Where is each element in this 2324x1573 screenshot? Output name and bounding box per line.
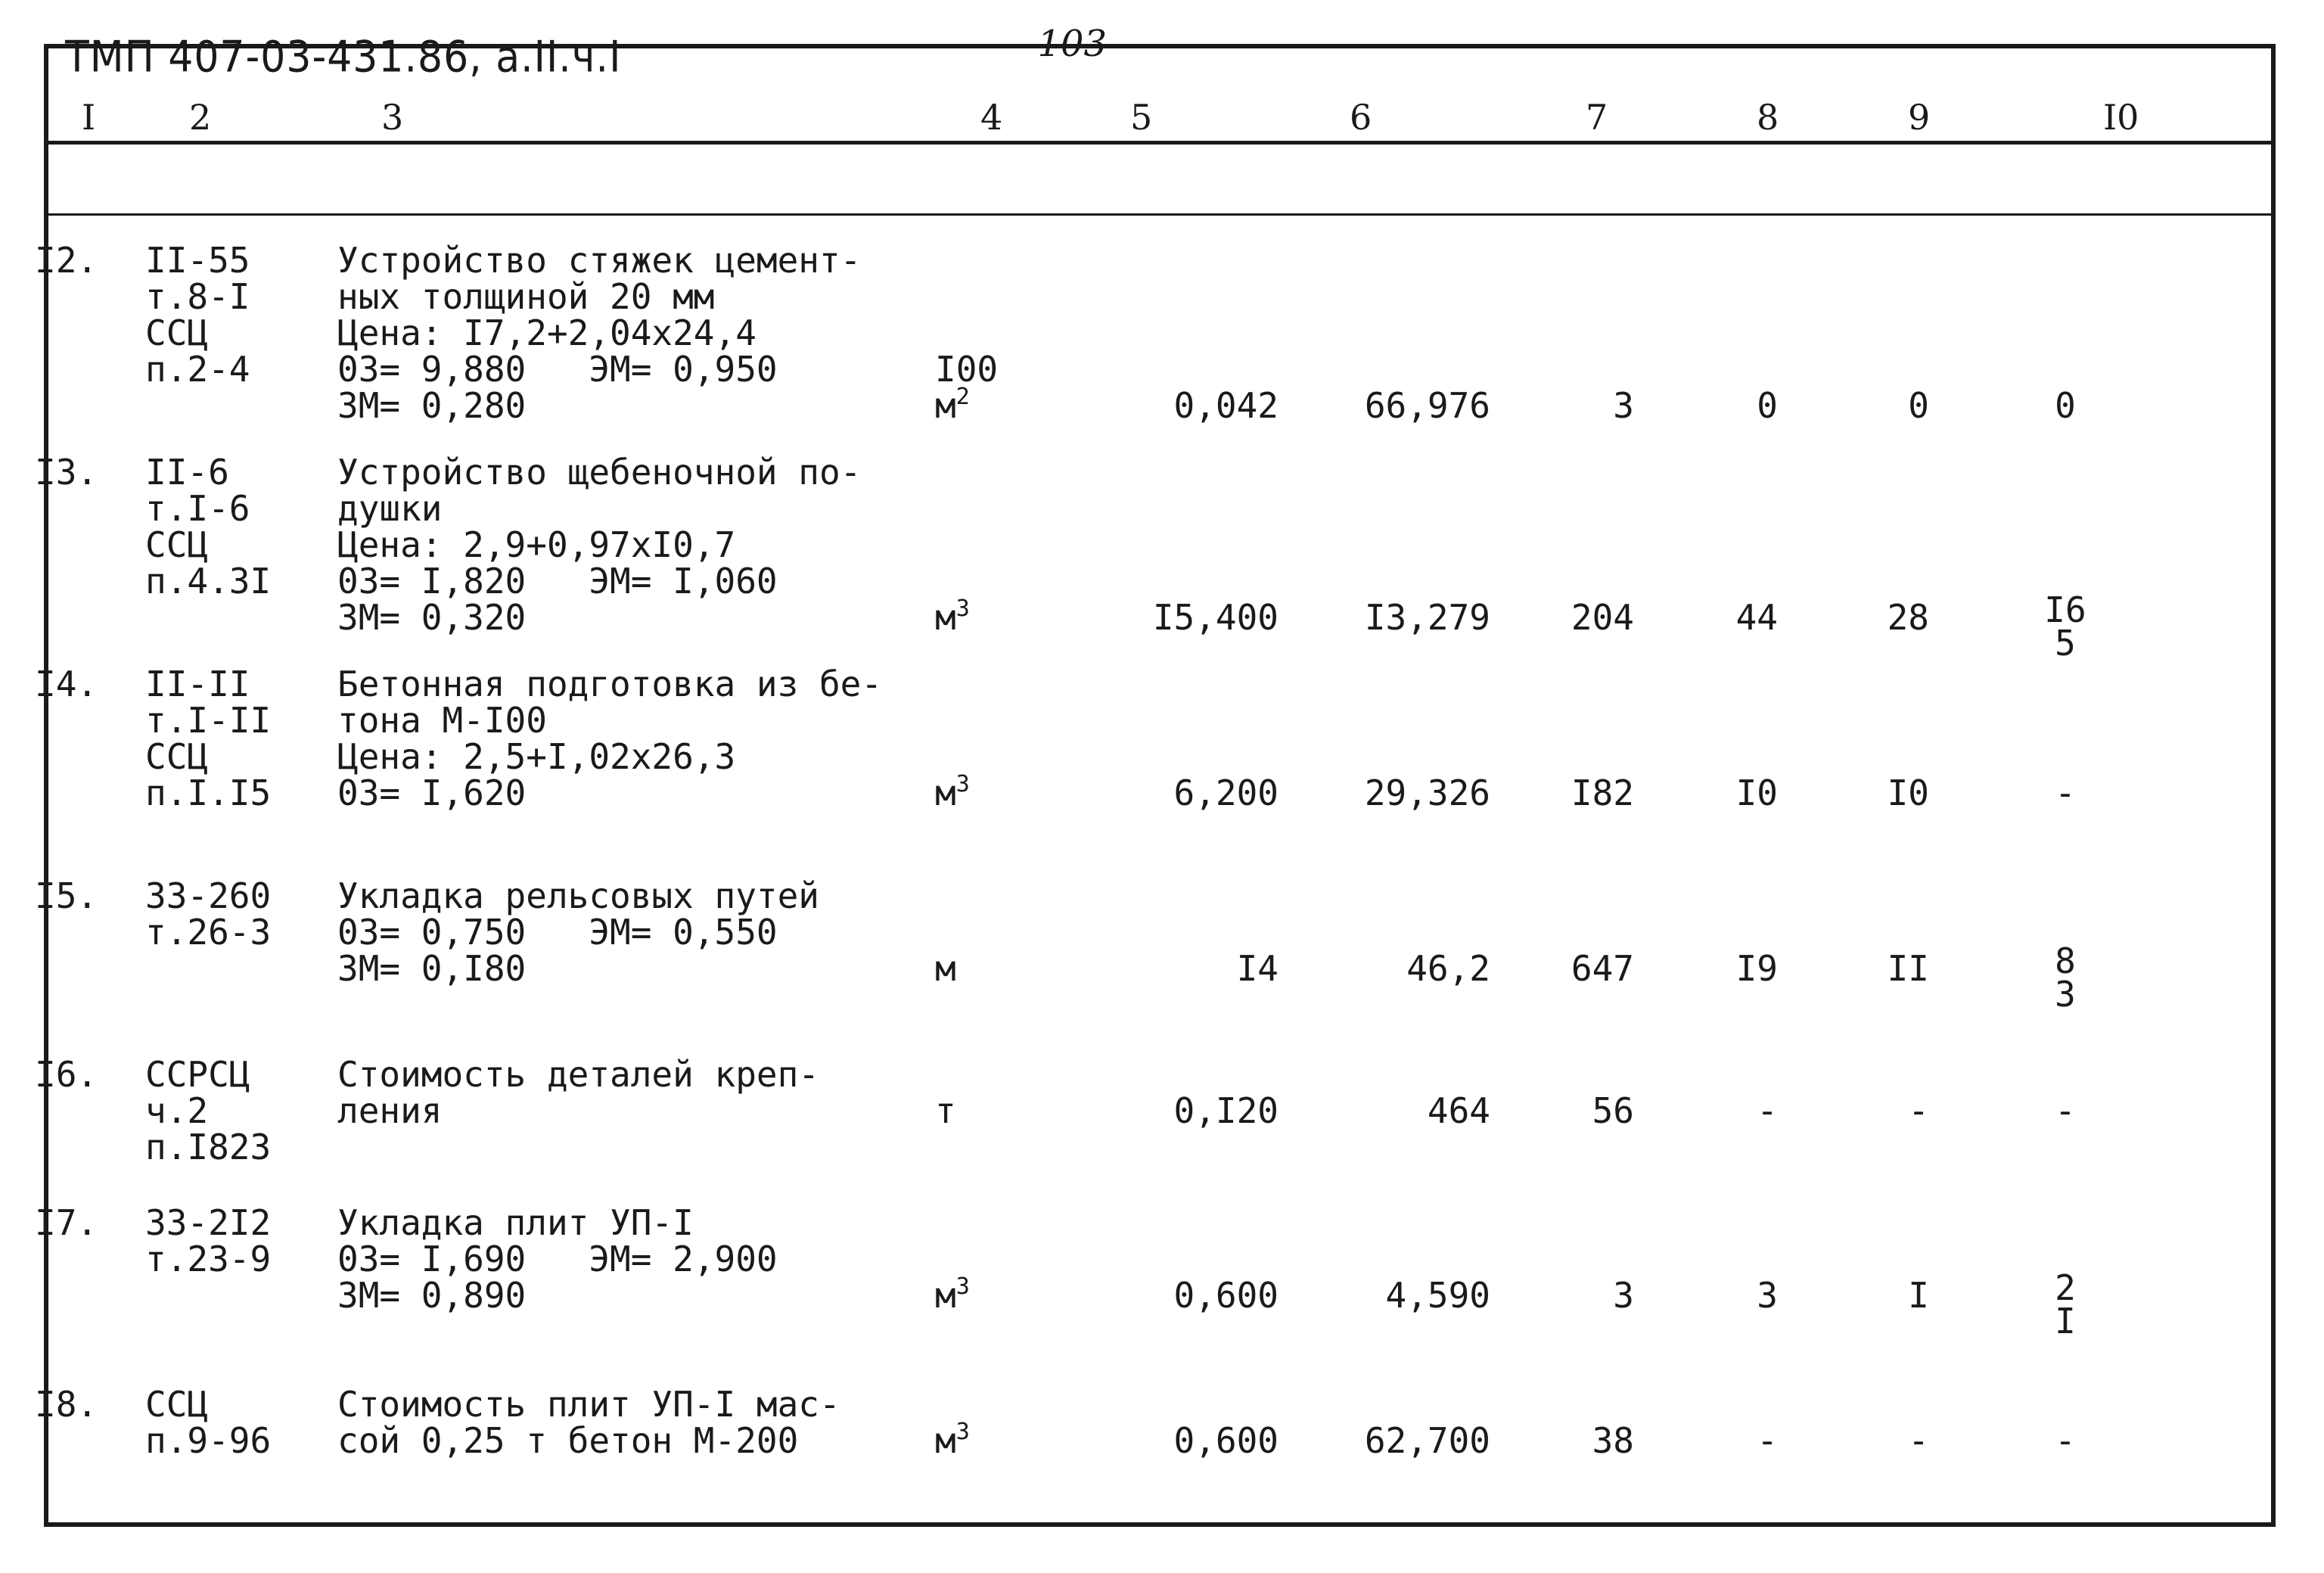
column-header-rule	[48, 213, 2271, 216]
norm-code: II-6	[145, 452, 229, 493]
work-description: Цена: 2,9+0,97xI0,7	[337, 524, 736, 565]
unit-price: 29,326	[1364, 773, 1490, 813]
column-number: I	[82, 97, 96, 138]
column-9-value: I0	[1887, 773, 1929, 813]
norm-code: п.4.3I	[145, 561, 272, 602]
work-description: ных толщиной 20 мм	[337, 276, 715, 317]
column-10-value: -	[2055, 1420, 2076, 1461]
norm-code: ССЦ	[145, 312, 209, 353]
work-description: душки	[337, 488, 443, 529]
norm-code: ССРСЦ	[145, 1054, 250, 1095]
norm-code: т.I-6	[145, 488, 250, 529]
norm-code: п.I823	[145, 1127, 272, 1167]
total-cost: 647	[1571, 948, 1634, 989]
quantity: 0,I20	[1173, 1090, 1279, 1131]
norm-code: ССЦ	[145, 1384, 209, 1425]
column-10-value: 2	[2055, 1267, 2076, 1308]
norm-code: II-55	[145, 240, 250, 281]
quantity: 0,600	[1173, 1275, 1279, 1316]
quantity: I4	[1236, 948, 1279, 989]
column-10-value: -	[2055, 1090, 2076, 1131]
total-cost: 56	[1592, 1090, 1634, 1131]
work-description: ЗМ= 0,890	[337, 1275, 527, 1316]
column-8-value: 3	[1757, 1275, 1778, 1316]
norm-code: п.9-96	[145, 1420, 272, 1461]
column-number: 4	[980, 97, 1003, 138]
column-9-value: II	[1887, 948, 1929, 989]
work-description: ЗМ= 0,280	[337, 385, 527, 426]
document-reference: ТМП 407-03-431.86, а.II.ч.I	[65, 33, 622, 82]
unit-price: I3,279	[1364, 597, 1490, 638]
unit-label: м	[935, 1275, 956, 1316]
norm-code: ССЦ	[145, 736, 209, 777]
column-number: 3	[381, 97, 404, 138]
work-description: 03= I,620	[337, 773, 527, 813]
unit-label: м	[935, 1420, 956, 1461]
unit-exponent: 3	[955, 771, 970, 797]
column-10-value: 8	[2055, 940, 2076, 981]
work-description: ления	[337, 1090, 443, 1131]
column-8-value: 44	[1735, 597, 1778, 638]
work-description: Устройство стяжек цемент-	[337, 240, 862, 281]
norm-code: т.26-3	[145, 912, 272, 953]
page-number: - 103 -	[1014, 23, 1131, 65]
work-description: Укладка плит УП-I	[337, 1202, 694, 1243]
row-number: I3.	[35, 452, 98, 493]
unit-price: 464	[1427, 1090, 1490, 1131]
unit	[935, 1419, 970, 1461]
quantity: 0,042	[1173, 385, 1279, 426]
unit-price: 62,700	[1364, 1420, 1490, 1461]
work-description: Цена: 2,5+I,02x26,3	[337, 736, 736, 777]
column-9-value: -	[1908, 1420, 1929, 1461]
unit-label: т	[935, 1090, 956, 1131]
work-description: Цена: I7,2+2,04x24,4	[337, 312, 757, 353]
header-rule	[48, 141, 2271, 145]
row-number: I8.	[35, 1384, 98, 1425]
column-10-value: 0	[2055, 385, 2076, 426]
column-number: 7	[1586, 97, 1608, 138]
quantity: 6,200	[1173, 773, 1279, 813]
unit-prefix: I00	[935, 349, 999, 390]
column-10-value: -	[2055, 773, 2076, 813]
norm-code: ССЦ	[145, 524, 209, 565]
work-description: 03= I,820 ЭМ= I,060	[337, 561, 778, 602]
unit-price: 4,590	[1385, 1275, 1490, 1316]
work-description: Стоимость деталей креп-	[337, 1054, 819, 1095]
work-description: Бетонная подготовка из бе-	[337, 664, 883, 704]
column-number: 6	[1350, 97, 1372, 138]
unit-label: м	[935, 948, 956, 989]
column-8-value: I9	[1735, 948, 1778, 989]
norm-code: т.8-I	[145, 276, 250, 317]
column-9-value: 0	[1908, 385, 1929, 426]
work-description: 03= 9,880 ЭМ= 0,950	[337, 349, 778, 390]
column-8-value: -	[1757, 1090, 1778, 1131]
total-cost: 38	[1592, 1420, 1634, 1461]
unit-exponent: 2	[955, 384, 970, 410]
column-number: 2	[189, 97, 212, 138]
column-10-value: 3	[2055, 974, 2076, 1015]
unit	[935, 384, 970, 426]
quantity: 0,600	[1173, 1420, 1279, 1461]
row-number: I6.	[35, 1054, 98, 1095]
norm-code: II-II	[145, 664, 250, 704]
unit-label: м	[935, 773, 956, 813]
work-description: 03= 0,750 ЭМ= 0,550	[337, 912, 778, 953]
unit-exponent: 3	[955, 1273, 970, 1300]
work-description: ЗМ= 0,320	[337, 597, 527, 638]
unit	[935, 595, 970, 638]
column-number: I0	[2103, 97, 2139, 138]
unit-label: м	[935, 385, 956, 426]
work-description: ЗМ= 0,I80	[337, 948, 527, 989]
column-8-value: -	[1757, 1420, 1778, 1461]
unit	[935, 1090, 956, 1131]
row-number: I7.	[35, 1202, 98, 1243]
row-number: I2.	[35, 240, 98, 281]
work-description: тона М-I00	[337, 700, 547, 741]
column-10-value: I6	[2044, 589, 2086, 630]
row-number: I5.	[35, 875, 98, 916]
norm-code: п.I.I5	[145, 773, 272, 813]
norm-code: ч.2	[145, 1090, 209, 1131]
work-description: сой 0,25 т бетон М-200	[337, 1420, 799, 1461]
unit-price: 66,976	[1364, 385, 1490, 426]
total-cost: 3	[1613, 385, 1634, 426]
norm-code: 33-2I2	[145, 1202, 272, 1243]
unit-price: 46,2	[1406, 948, 1490, 989]
work-description: Укладка рельсовых путей	[337, 875, 819, 916]
column-8-value: I0	[1735, 773, 1778, 813]
work-description: Устройство щебеночной по-	[337, 452, 862, 493]
column-9-value: 28	[1887, 597, 1929, 638]
norm-code: т.23-9	[145, 1239, 272, 1279]
column-10-value: I	[2055, 1301, 2076, 1341]
total-cost: I82	[1571, 773, 1634, 813]
unit	[935, 950, 956, 987]
column-9-value: -	[1908, 1090, 1929, 1131]
column-8-value: 0	[1757, 385, 1778, 426]
quantity: I5,400	[1152, 597, 1279, 638]
total-cost: 204	[1571, 597, 1634, 638]
norm-code: п.2-4	[145, 349, 250, 390]
unit	[935, 771, 970, 813]
column-number: 5	[1130, 97, 1153, 138]
work-description: 03= I,690 ЭМ= 2,900	[337, 1239, 778, 1279]
work-description: Стоимость плит УП-I мас-	[337, 1384, 840, 1425]
unit-exponent: 3	[955, 595, 970, 622]
column-number: 9	[1908, 97, 1931, 138]
total-cost: 3	[1613, 1275, 1634, 1316]
column-10-value: 5	[2055, 623, 2076, 664]
norm-code: 33-260	[145, 875, 272, 916]
unit	[935, 1273, 970, 1316]
column-number: 8	[1757, 97, 1779, 138]
norm-code: т.I-II	[145, 700, 272, 741]
row-number: I4.	[35, 664, 98, 704]
unit-label: м	[935, 597, 956, 638]
column-9-value: I	[1908, 1275, 1929, 1316]
unit-exponent: 3	[955, 1419, 970, 1445]
